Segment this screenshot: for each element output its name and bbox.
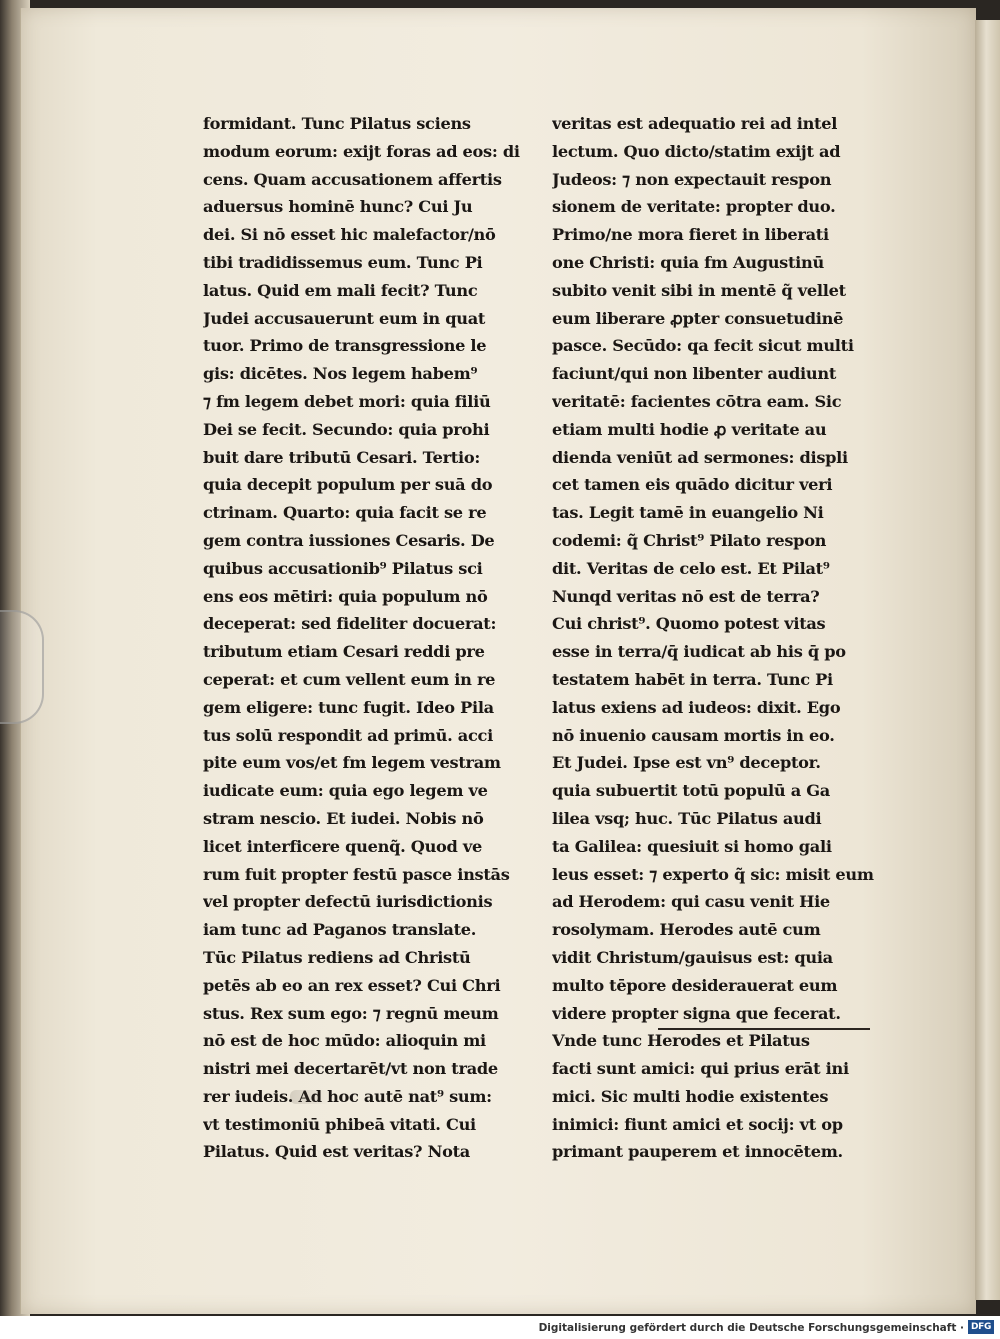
- text-line: quia decepit populum per suā do: [203, 475, 493, 495]
- text-line: petēs ab eo an rex esset? Cui Chri: [203, 975, 501, 995]
- text-line: tas. Legit tamē in euangelio Ni: [552, 503, 824, 523]
- text-line: tributum etiam Cesari reddi pre: [203, 642, 485, 662]
- text-line: nō inuenio causam mortis in eo.: [552, 725, 835, 745]
- text-line: esse in terra/q̄ iudicat ab his q̄ po: [552, 642, 846, 662]
- text-line: inimici: fiunt amici et socij: vt op: [552, 1114, 843, 1134]
- text-line: pasce. Secūdo: qa fecit sicut multi: [552, 336, 854, 356]
- text-line: faciunt/qui non libenter audiunt: [552, 364, 836, 384]
- text-line: rer iudeis. Ad hoc autē nat⁹ sum:: [203, 1086, 492, 1106]
- text-line: latus. Quid em mali fecit? Tunc: [203, 280, 478, 300]
- text-line: lectum. Quo dicto/statim exijt ad: [552, 141, 841, 161]
- text-line: Primo/ne mora fieret in liberati: [552, 225, 829, 245]
- text-line: buit dare tributū Cesari. Tertio:: [203, 447, 480, 467]
- text-column-right: [552, 110, 882, 1166]
- text-line: stus. Rex sum ego: ⁊ regnū meum: [203, 1003, 499, 1023]
- text-line: Cui christ⁹. Quomo potest vitas: [552, 614, 826, 634]
- text-column-left: [203, 110, 533, 1166]
- text-line: Pilatus. Quid est veritas? Nota: [203, 1142, 470, 1162]
- text-line: iudicate eum: quia ego legem ve: [203, 781, 488, 801]
- text-line: dei. Si nō esset hic malefactor/nō: [203, 225, 496, 245]
- text-line: ctrinam. Quarto: quia facit se re: [203, 503, 487, 523]
- text-line: etiam multi hodie ꝓ veritate au: [552, 419, 827, 439]
- text-line: cens. Quam accusationem affertis: [203, 169, 502, 189]
- text-line: mici. Sic multi hodie existentes: [552, 1086, 829, 1106]
- text-line: primant pauperem et innocētem.: [552, 1142, 843, 1162]
- text-line: eum liberare ꝓpter consuetudinē: [552, 308, 844, 328]
- text-line: gem contra iussiones Cesaris. De: [203, 530, 495, 550]
- text-line: ad Herodem: qui casu venit Hie: [552, 892, 830, 912]
- text-line: pite eum vos/et fm legem vestram: [203, 753, 501, 773]
- text-line: Dei se fecit. Secundo: quia prohi: [203, 419, 490, 439]
- text-line: veritatē: facientes cōtra eam. Sic: [552, 391, 842, 411]
- text-line: tuor. Primo de transgressione le: [203, 336, 487, 356]
- handwritten-underline: [658, 1028, 870, 1030]
- text-line: rosolymam. Herodes autē cum: [552, 920, 821, 940]
- text-line: subito venit sibi in mentē q̃ vellet: [552, 280, 846, 300]
- text-line: dit. Veritas de celo est. Et Pilat⁹: [552, 558, 830, 578]
- text-line: dienda veniūt ad sermones: displi: [552, 447, 848, 467]
- text-line: licet interficere quenq̃. Quod ve: [203, 836, 482, 856]
- footer-credit: Digitalisierung gefördert durch die Deutsche Forschungsgemeinschaft ·: [538, 1322, 964, 1334]
- text-line: aduersus hominē hunc? Cui Ju: [203, 197, 473, 217]
- text-line: lilea vsq; huc. Tūc Pilatus audi: [552, 808, 822, 828]
- text-line: testatem habēt in terra. Tunc Pi: [552, 669, 833, 689]
- text-line: Vnde tunc Herodes et Pilatus: [552, 1031, 810, 1051]
- dfg-logo-icon: DFG: [968, 1320, 994, 1334]
- text-line: Nunqd veritas nō est de terra?: [552, 586, 820, 606]
- text-line: veritas est adequatio rei ad intel: [552, 114, 838, 133]
- text-line: sionem de veritate: propter duo.: [552, 197, 836, 217]
- text-line: iam tunc ad Paganos translate.: [203, 920, 477, 940]
- text-line: vidit Christum/gauisus est: quia: [552, 947, 833, 967]
- text-line: latus exiens ad iudeos: dixit. Ego: [552, 697, 841, 717]
- text-line: nō est de hoc mūdo: alioquin mi: [203, 1031, 486, 1051]
- text-line: ens eos mētiri: quia populum nō: [203, 586, 488, 606]
- text-line: nistri mei decertarēt/vt non trade: [203, 1059, 498, 1079]
- text-line: videre propter signa que fecerat.: [552, 1003, 841, 1023]
- text-line: vt testimoniū phibeā vitati. Cui: [203, 1114, 476, 1134]
- text-line: cet tamen eis quādo dicitur veri: [552, 475, 833, 495]
- text-line: stram nescio. Et iudei. Nobis nō: [203, 808, 484, 828]
- text-line: one Christi: quia fm Augustinū: [552, 252, 824, 272]
- text-line: Et Judei. Ipse est vn⁹ deceptor.: [552, 753, 821, 773]
- faint-marginal-mark: [290, 1090, 330, 1104]
- text-line: deceperat: sed fideliter docuerat:: [203, 614, 497, 634]
- text-line: formidant. Tunc Pilatus sciens: [203, 114, 471, 133]
- page-fold-edge: [975, 20, 1000, 1300]
- text-line: codemi: q̃ Christ⁹ Pilato respon: [552, 530, 827, 550]
- text-line: Tūc Pilatus rediens ad Christū: [203, 947, 471, 967]
- text-line: Judeos: ⁊ non expectauit respon: [552, 169, 832, 189]
- text-line: vel propter defectū iurisdictionis: [203, 892, 493, 912]
- text-line: ⁊ fm legem debet mori: quia filiū: [203, 391, 491, 411]
- text-line: ta Galilea: quesiuit si homo gali: [552, 836, 832, 856]
- text-line: multo tēpore desiderauerat eum: [552, 975, 838, 995]
- text-line: gis: dicētes. Nos legem habem⁹: [203, 364, 478, 384]
- text-line: facti sunt amici: qui prius erāt ini: [552, 1059, 849, 1079]
- text-line: leus esset: ⁊ experto q̃ sic: misit eum: [552, 864, 874, 884]
- text-line: tibi tradidissemus eum. Tunc Pi: [203, 252, 483, 272]
- text-line: gem eligere: tunc fugit. Ideo Pila: [203, 697, 494, 717]
- text-line: quibus accusationib⁹ Pilatus sci: [203, 558, 483, 578]
- text-line: Judei accusauerunt eum in quat: [203, 308, 486, 328]
- text-line: modum eorum: exijt foras ad eos: di: [203, 141, 520, 161]
- paper-clip-shadow: [0, 610, 44, 724]
- text-line: tus solū respondit ad primū. acci: [203, 725, 493, 745]
- text-line: ceperat: et cum vellent eum in re: [203, 669, 496, 689]
- text-line: quia subuertit totū populū a Ga: [552, 781, 830, 801]
- text-line: rum fuit propter festū pasce instās: [203, 864, 510, 884]
